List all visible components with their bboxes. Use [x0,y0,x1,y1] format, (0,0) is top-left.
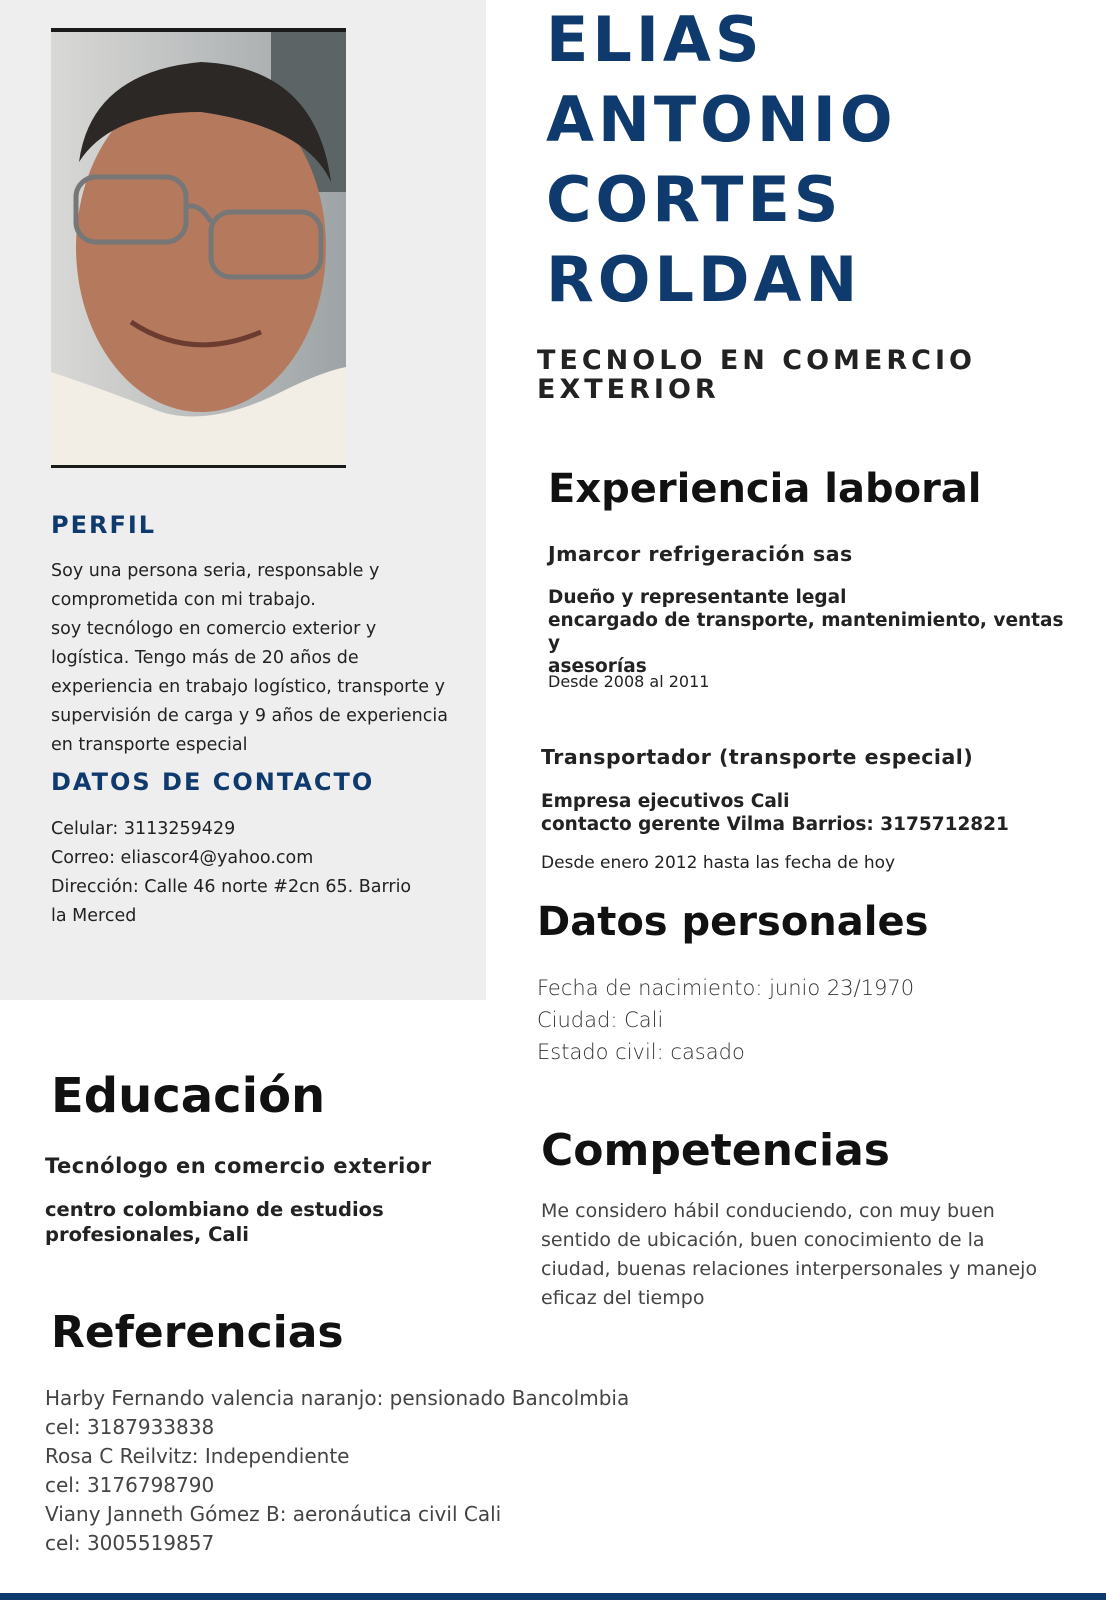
reference-line: Harby Fernando valencia naranjo: pensionado Bancolmbia [45,1386,630,1410]
job-1-dates: Desde 2008 al 2011 [548,672,710,691]
contact-address-cont: la Merced [51,906,137,926]
profile-line: experiencia en trabajo logístico, transporte y [51,677,445,697]
references-heading: Referencias [51,1307,344,1358]
job-1-line: encargado de transporte, mantenimiento, ventas y [548,610,1064,654]
profile-line: Soy una persona seria, responsable y [51,561,380,581]
profile-line: logística. Tengo más de 20 años de [51,648,359,668]
profile-line: en transporte especial [51,735,248,755]
personal-civil-status: Estado civil: casado [537,1040,745,1064]
skills-line: ciudad, buenas relaciones interpersonales y manejo [541,1258,1038,1280]
profile-line: comprometida con mi trabajo. [51,590,316,610]
reference-line: Rosa C Reilvitz: Independiente [45,1444,350,1468]
reference-line: cel: 3176798790 [45,1473,215,1497]
reference-line: cel: 3187933838 [45,1415,215,1439]
contact-address: Dirección: Calle 46 norte #2cn 65. Barrio [51,877,412,897]
profile-line: supervisión de carga y 9 años de experiencia [51,706,448,726]
skills-line: sentido de ubicación, buen conocimiento de la [541,1229,985,1251]
education-institution-line: centro colombiano de estudios [45,1198,384,1221]
personal-city: Ciudad: Cali [537,1008,664,1032]
personal-info [537,972,1077,1068]
job-2-line: contacto gerente Vilma Barrios: 3175712821 [541,814,1009,835]
job-2-description [541,790,1081,836]
job-2-line: Empresa ejecutivos Cali [541,791,790,812]
experience-heading: Experiencia laboral [548,466,982,512]
references-list [45,1384,745,1558]
name-line-3: CORTES [546,163,843,236]
personal-birthdate: Fecha de nacimiento: junio 23/1970 [537,976,915,1000]
profile-photo [51,28,346,468]
reference-line: cel: 3005519857 [45,1531,215,1555]
contact-text [51,815,471,931]
profile-line: soy tecnólogo en comercio exterior y [51,619,377,639]
job-1-company: Jmarcor refrigeración sas [548,542,853,566]
contact-phone: Celular: 3113259429 [51,819,236,839]
bottom-accent-bar [0,1593,1106,1600]
skills-text [541,1197,1081,1313]
contact-email: Correo: eliascor4@yahoo.com [51,848,314,868]
skills-line: eficaz del tiempo [541,1287,705,1309]
job-2-company: Transportador (transporte especial) [541,745,974,769]
education-degree: Tecnólogo en comercio exterior [45,1154,432,1178]
education-heading: Educación [51,1068,326,1124]
job-1-line: Dueño y representante legal [548,587,847,608]
personal-heading: Datos personales [537,899,929,945]
reference-line: Viany Janneth Gómez B: aeronáutica civil Cali [45,1502,502,1526]
contact-heading: DATOS DE CONTACTO [51,768,375,796]
job-title: TECNOLO EN COMERCIO EXTERIOR [537,345,976,405]
job-2-dates: Desde enero 2012 hasta las fecha de hoy [541,853,896,873]
name-line-1: ELIAS [546,3,764,76]
education-institution [45,1197,384,1247]
name-line-2: ANTONIO [546,83,897,156]
profile-heading: PERFIL [51,511,157,539]
job-1-description [548,586,1078,678]
education-institution-line: profesionales, Cali [45,1223,249,1246]
profile-text [51,557,471,760]
name-line-4: ROLDAN [546,243,862,316]
job-1-line: asesorías [548,656,647,677]
skills-heading: Competencias [541,1125,890,1176]
skills-line: Me considero hábil conduciendo, con muy buen [541,1200,995,1222]
